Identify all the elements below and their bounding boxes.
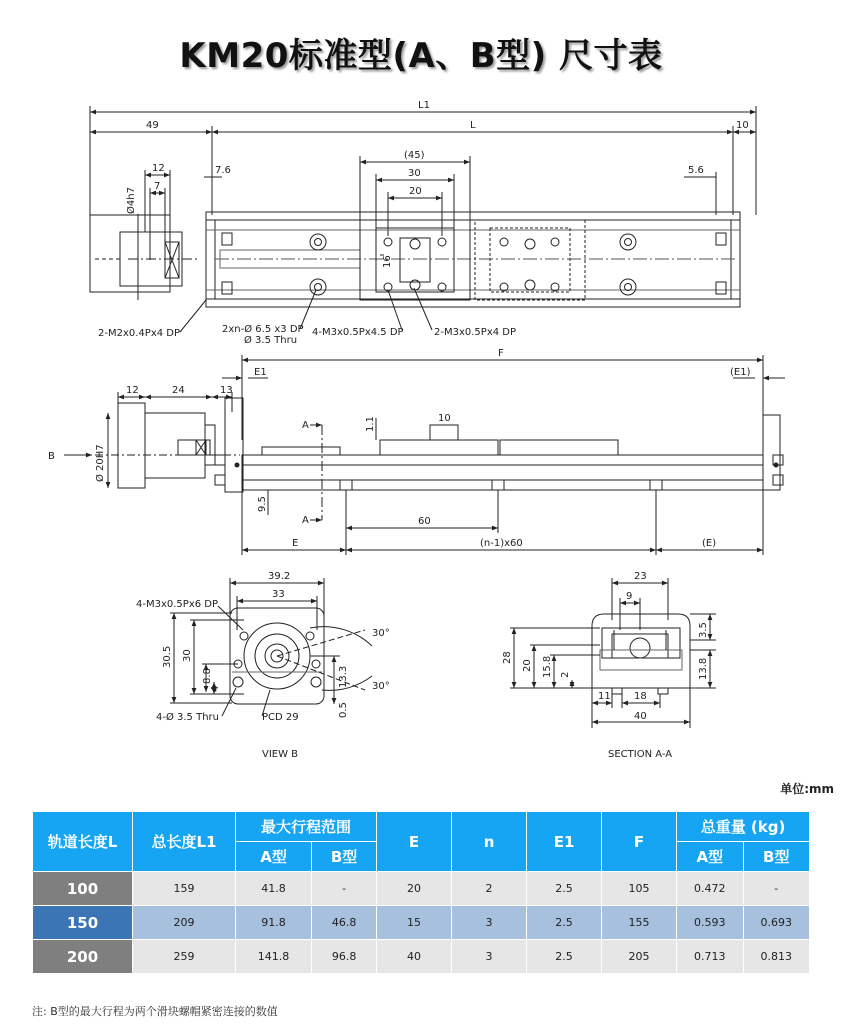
- callout-thru: Ø 3.5 Thru: [244, 335, 298, 346]
- cell-n: 3: [452, 940, 527, 974]
- dim-Ep: (E): [702, 538, 717, 549]
- dim-4: 4: [210, 685, 221, 692]
- header-F: F: [602, 812, 677, 872]
- dim-9: 9: [626, 591, 633, 602]
- cell-L1: 159: [133, 872, 236, 906]
- cell-stroke-a: 91.8: [236, 906, 312, 940]
- cell-E: 15: [377, 906, 452, 940]
- dim-30-5: 30.5: [162, 645, 173, 668]
- dim-16: 16: [382, 255, 393, 268]
- dim-30: 30: [408, 168, 421, 179]
- cell-stroke-b: -: [312, 872, 377, 906]
- cell-E1: 2.5: [527, 906, 602, 940]
- label-A-top: A: [302, 420, 309, 431]
- callout-pcd: PCD 29: [262, 712, 299, 723]
- header-stroke-a: A型: [236, 842, 312, 872]
- cell-E1: 2.5: [527, 940, 602, 974]
- cell-weight-b: -: [743, 872, 810, 906]
- dim-24: 24: [172, 385, 185, 396]
- cell-weight-b: 0.813: [743, 940, 810, 974]
- dim-7: 7: [154, 181, 161, 192]
- dim-E1p: (E1): [730, 367, 751, 378]
- dim-F: F: [498, 348, 504, 359]
- dim-33: 33: [272, 589, 285, 600]
- header-n: n: [452, 812, 527, 872]
- cell-weight-a: 0.472: [677, 872, 743, 906]
- page-title: KM20标准型(A、B型) 尺寸表: [179, 36, 663, 76]
- dim-60: 60: [418, 516, 431, 527]
- unit-label: 单位:mm: [780, 782, 834, 796]
- callout-m2: 2-M2x0.4Px4 DP: [98, 328, 181, 339]
- dim-40: 40: [634, 711, 647, 722]
- dim-39-2: 39.2: [268, 571, 291, 582]
- dim-10: 10: [736, 120, 749, 131]
- cell-F: 105: [602, 872, 677, 906]
- dim-E: E: [292, 538, 299, 549]
- dim-9-5: 9.5: [257, 496, 268, 512]
- cell-n: 3: [452, 906, 527, 940]
- callout-m3a: 4-M3x0.5Px4.5 DP: [312, 327, 404, 338]
- dim-0-5: 0.5: [338, 702, 349, 718]
- dim-30-viewb: 30: [182, 649, 193, 662]
- cell-weight-a: 0.593: [677, 906, 743, 940]
- cell-E: 20: [377, 872, 452, 906]
- cell-L1: 209: [133, 906, 236, 940]
- dim-phi20h7: Ø 20H7: [95, 444, 106, 482]
- dim-8-8: 8.8: [202, 668, 213, 684]
- dim-phi4h7: Ø4h7: [126, 187, 137, 214]
- caption-view-b: VIEW B: [262, 749, 299, 760]
- table-row: [33, 906, 810, 940]
- cell-weight-b: 0.693: [743, 906, 810, 940]
- dim-n1x60: (n-1)x60: [480, 538, 523, 549]
- angle-30-bottom: 30°: [372, 681, 390, 692]
- header-total-length: 总长度L1: [133, 812, 236, 872]
- dim-20: 20: [409, 186, 422, 197]
- callout-thru-viewb: 4-Ø 3.5 Thru: [156, 712, 219, 723]
- footnote: 注: B型的最大行程为两个滑块螺帽紧密连接的数值: [32, 1005, 278, 1018]
- technical-drawing: [0, 85, 842, 775]
- caption-section-aa: SECTION A-A: [608, 749, 673, 760]
- dim-11: 11: [598, 691, 611, 702]
- header-rail-length: 轨道长度L: [33, 812, 133, 872]
- cell-F: 155: [602, 906, 677, 940]
- header-weight: 总重量 (kg): [677, 812, 810, 842]
- label-B: B: [48, 451, 55, 462]
- callout-m3-viewb: 4-M3x0.5Px6 DP: [136, 599, 219, 610]
- dimension-table: [32, 811, 810, 974]
- dim-12-side: 12: [126, 385, 139, 396]
- dim-2: 2: [560, 671, 571, 678]
- cell-stroke-b: 46.8: [312, 906, 377, 940]
- dim-28: 28: [502, 651, 513, 664]
- top-view: [90, 106, 756, 332]
- cell-L: 200: [33, 940, 133, 974]
- dim-10-side: 10: [438, 413, 451, 424]
- section-a-a: [510, 578, 716, 728]
- header-E: E: [377, 812, 452, 872]
- cell-weight-a: 0.713: [677, 940, 743, 974]
- dim-13: 13: [220, 385, 233, 396]
- cell-F: 205: [602, 940, 677, 974]
- dim-1-1: 1.1: [365, 416, 376, 432]
- dim-L1: L1: [418, 100, 430, 111]
- dim-5-6: 5.6: [688, 165, 704, 176]
- header-max-stroke: 最大行程范围: [236, 812, 377, 842]
- dim-7-6: 7.6: [215, 165, 231, 176]
- cell-E1: 2.5: [527, 872, 602, 906]
- dim-13-8: 13.8: [698, 657, 709, 680]
- dim-49: 49: [146, 120, 159, 131]
- dim-13-3: 13.3: [338, 665, 349, 688]
- header-weight-a: A型: [677, 842, 743, 872]
- cell-L: 100: [33, 872, 133, 906]
- dim-20-sec: 20: [522, 659, 533, 672]
- dim-L: L: [470, 120, 476, 131]
- table-row: [33, 872, 810, 906]
- cell-stroke-b: 96.8: [312, 940, 377, 974]
- cell-E: 40: [377, 940, 452, 974]
- cell-L1: 259: [133, 940, 236, 974]
- table-row: [33, 940, 810, 974]
- dim-3-5: 3.5: [698, 622, 709, 638]
- header-stroke-b: B型: [312, 842, 377, 872]
- callout-m3b: 2-M3x0.5Px4 DP: [434, 327, 517, 338]
- dim-E1: E1: [254, 367, 267, 378]
- cell-stroke-a: 141.8: [236, 940, 312, 974]
- dim-45: (45): [404, 150, 425, 161]
- cell-n: 2: [452, 872, 527, 906]
- dim-15-8: 15.8: [542, 655, 553, 678]
- header-weight-b: B型: [743, 842, 810, 872]
- dim-12: 12: [152, 163, 165, 174]
- label-A-bottom: A: [302, 515, 309, 526]
- header-E1: E1: [527, 812, 602, 872]
- cell-stroke-a: 41.8: [236, 872, 312, 906]
- dim-23: 23: [634, 571, 647, 582]
- angle-30-top: 30°: [372, 628, 390, 639]
- cell-L: 150: [33, 906, 133, 940]
- dim-18: 18: [634, 691, 647, 702]
- callout-2xn: 2xn-Ø 6.5 x3 DP: [222, 324, 304, 335]
